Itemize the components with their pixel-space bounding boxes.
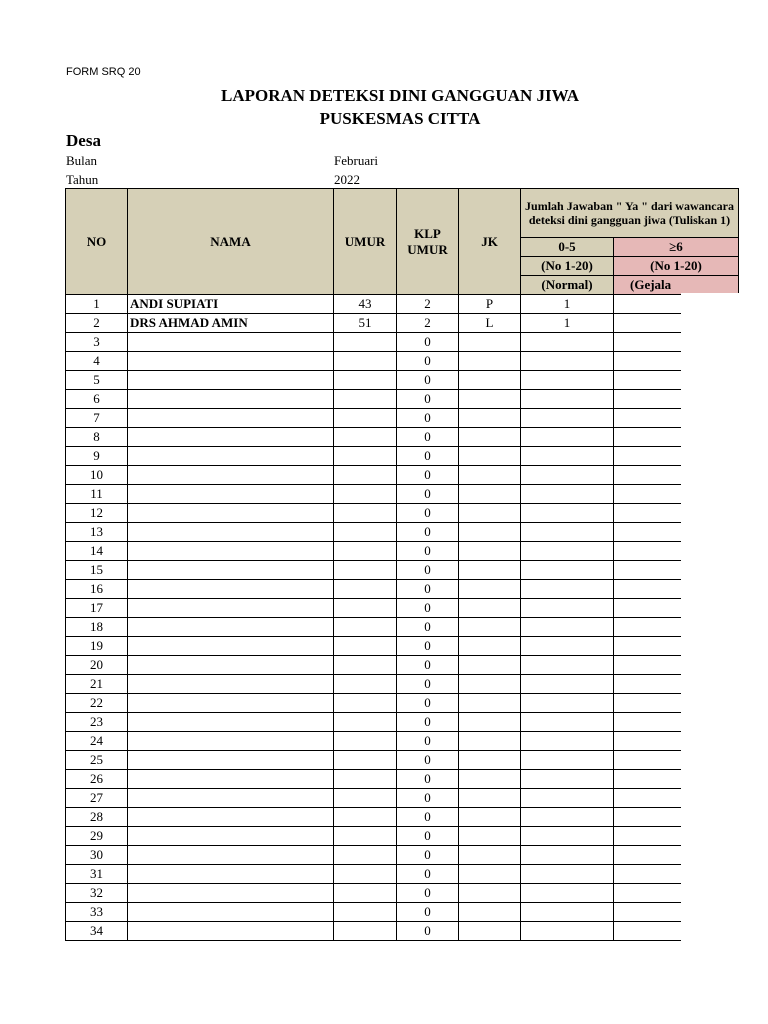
cell-no[interactable]: 34 (66, 922, 128, 941)
cell-umur[interactable] (334, 846, 397, 865)
table-row (66, 751, 739, 770)
cell-jk[interactable] (459, 827, 521, 846)
cell-umur[interactable] (334, 656, 397, 675)
cell-umur[interactable] (334, 485, 397, 504)
cell-jawaban-normal[interactable] (521, 675, 614, 694)
cell-no[interactable]: 11 (66, 485, 128, 504)
cell-no[interactable]: 29 (66, 827, 128, 846)
cell-jk[interactable] (459, 865, 521, 884)
cell-no[interactable]: 27 (66, 789, 128, 808)
tahun-value: 2022 (334, 172, 360, 187)
cell-no[interactable]: 16 (66, 580, 128, 599)
bulan-value: Februari (334, 153, 379, 168)
table-row (66, 485, 739, 504)
sheet-crop-overlay (681, 293, 768, 1024)
cell-jk[interactable] (459, 675, 521, 694)
cell-nama[interactable] (128, 618, 334, 637)
table-row (66, 466, 739, 485)
cell-nama[interactable] (128, 713, 334, 732)
cell-klp-umur[interactable]: 0 (397, 618, 459, 637)
header-klp-line2: UMUR (407, 241, 448, 257)
cell-umur[interactable] (334, 333, 397, 352)
cell-jk[interactable] (459, 618, 521, 637)
table-row (66, 884, 739, 903)
table-row (66, 865, 739, 884)
cell-nama[interactable] (128, 846, 334, 865)
header-col1-range-sub: (No 1-20) (521, 257, 614, 276)
cell-no[interactable]: 18 (66, 618, 128, 637)
table-row (66, 390, 739, 409)
header-umur: UMUR (334, 189, 397, 295)
cell-nama[interactable] (128, 561, 334, 580)
cell-nama[interactable] (128, 922, 334, 941)
cell-no[interactable]: 15 (66, 561, 128, 580)
table-row (66, 599, 739, 618)
cell-umur[interactable] (334, 561, 397, 580)
cell-no[interactable]: 3 (66, 333, 128, 352)
table-row (66, 789, 739, 808)
cell-jawaban-normal[interactable] (521, 371, 614, 390)
cell-no[interactable]: 6 (66, 390, 128, 409)
cell-nama[interactable] (128, 865, 334, 884)
cell-umur[interactable] (334, 751, 397, 770)
cell-umur[interactable] (334, 637, 397, 656)
cell-jk[interactable] (459, 922, 521, 941)
table-row (66, 333, 739, 352)
cell-no[interactable]: 13 (66, 523, 128, 542)
cell-jk[interactable] (459, 903, 521, 922)
table-header (66, 189, 739, 295)
cell-umur[interactable] (334, 390, 397, 409)
cell-klp-umur[interactable]: 0 (397, 485, 459, 504)
cell-umur[interactable] (334, 884, 397, 903)
table-row (66, 656, 739, 675)
header-col2-range: ≥6 (614, 238, 739, 257)
cell-jawaban-normal[interactable] (521, 884, 614, 903)
table-row (66, 561, 739, 580)
cell-nama[interactable] (128, 466, 334, 485)
cell-jawaban-normal[interactable] (521, 808, 614, 827)
cell-umur[interactable]: 51 (334, 314, 397, 333)
header-col1-range: 0-5 (521, 238, 614, 257)
cell-nama[interactable] (128, 637, 334, 656)
cell-jawaban-normal[interactable]: 1 (521, 295, 614, 314)
cell-nama[interactable] (128, 808, 334, 827)
cell-jk[interactable] (459, 789, 521, 808)
cell-jk[interactable] (459, 846, 521, 865)
cell-nama[interactable] (128, 770, 334, 789)
cell-jk[interactable] (459, 447, 521, 466)
cell-umur[interactable] (334, 903, 397, 922)
cell-jawaban-normal[interactable] (521, 409, 614, 428)
cell-nama[interactable] (128, 409, 334, 428)
bulan-label: Bulan (66, 153, 98, 168)
cell-jawaban-normal[interactable] (521, 333, 614, 352)
cell-umur[interactable] (334, 770, 397, 789)
cell-klp-umur[interactable]: 0 (397, 599, 459, 618)
cell-umur[interactable] (334, 922, 397, 941)
cell-klp-umur[interactable]: 0 (397, 903, 459, 922)
cell-jk[interactable] (459, 561, 521, 580)
cell-umur[interactable] (334, 618, 397, 637)
cell-klp-umur[interactable]: 0 (397, 865, 459, 884)
cell-umur[interactable] (334, 371, 397, 390)
table-row (66, 409, 739, 428)
cell-no[interactable]: 14 (66, 542, 128, 561)
cell-klp-umur[interactable]: 0 (397, 523, 459, 542)
cell-umur[interactable] (334, 580, 397, 599)
table-row (66, 504, 739, 523)
header-jk: JK (459, 189, 521, 295)
cell-klp-umur[interactable]: 0 (397, 884, 459, 903)
cell-jk[interactable] (459, 713, 521, 732)
form-code: FORM SRQ 20 (66, 66, 141, 78)
cell-no[interactable]: 28 (66, 808, 128, 827)
cell-jk[interactable] (459, 504, 521, 523)
report-subtitle: PUSKESMAS CITTA (319, 109, 481, 128)
cell-no[interactable]: 32 (66, 884, 128, 903)
cell-no[interactable]: 5 (66, 371, 128, 390)
cell-jk[interactable] (459, 808, 521, 827)
cell-no[interactable]: 19 (66, 637, 128, 656)
table-row (66, 447, 739, 466)
cell-jawaban-normal[interactable] (521, 428, 614, 447)
cell-jawaban-normal[interactable] (521, 789, 614, 808)
cell-nama[interactable] (128, 599, 334, 618)
cell-jk[interactable] (459, 409, 521, 428)
header-col1-status: (Normal) (521, 276, 614, 295)
cell-nama[interactable]: DRS AHMAD AMIN (128, 314, 334, 333)
cell-klp-umur[interactable]: 0 (397, 922, 459, 941)
cell-klp-umur[interactable]: 0 (397, 390, 459, 409)
header-klp-umur (397, 189, 459, 295)
cell-klp-umur[interactable]: 0 (397, 694, 459, 713)
cell-jk[interactable] (459, 542, 521, 561)
table-row (66, 922, 739, 941)
cell-umur[interactable] (334, 789, 397, 808)
cell-jawaban-normal[interactable] (521, 561, 614, 580)
table-row (66, 808, 739, 827)
cell-nama[interactable] (128, 903, 334, 922)
report-title: LAPORAN DETEKSI DINI GANGGUAN JIWA (221, 86, 579, 105)
cell-klp-umur[interactable]: 0 (397, 675, 459, 694)
cell-klp-umur[interactable]: 0 (397, 713, 459, 732)
cell-klp-umur[interactable]: 2 (397, 314, 459, 333)
cell-jk[interactable] (459, 523, 521, 542)
cell-jk[interactable] (459, 770, 521, 789)
cell-nama[interactable] (128, 827, 334, 846)
cell-jk[interactable]: P (459, 295, 521, 314)
header-nama: NAMA (128, 189, 334, 295)
table-row (66, 295, 739, 314)
cell-nama[interactable] (128, 732, 334, 751)
cell-klp-umur[interactable]: 0 (397, 846, 459, 865)
cell-jk[interactable] (459, 694, 521, 713)
cell-klp-umur[interactable]: 0 (397, 751, 459, 770)
cell-no[interactable]: 22 (66, 694, 128, 713)
cell-klp-umur[interactable]: 0 (397, 352, 459, 371)
header-col2-status: (Gejala (614, 276, 739, 295)
cell-umur[interactable] (334, 523, 397, 542)
cell-no[interactable]: 20 (66, 656, 128, 675)
table-row (66, 542, 739, 561)
table-row (66, 523, 739, 542)
table-row (66, 371, 739, 390)
table-row (66, 903, 739, 922)
cell-jk[interactable] (459, 599, 521, 618)
cell-no[interactable]: 31 (66, 865, 128, 884)
cell-jk[interactable] (459, 485, 521, 504)
table-row (66, 732, 739, 751)
cell-klp-umur[interactable]: 0 (397, 770, 459, 789)
cell-nama[interactable] (128, 542, 334, 561)
cell-jawaban-normal[interactable] (521, 903, 614, 922)
cell-no[interactable]: 33 (66, 903, 128, 922)
table-row (66, 846, 739, 865)
cell-umur[interactable] (334, 675, 397, 694)
cell-jawaban-normal[interactable] (521, 542, 614, 561)
table-row (66, 675, 739, 694)
cell-nama[interactable] (128, 333, 334, 352)
cell-nama[interactable] (128, 485, 334, 504)
cell-nama[interactable] (128, 789, 334, 808)
header-col2-range-sub: (No 1-20) (614, 257, 739, 276)
cell-no[interactable]: 24 (66, 732, 128, 751)
cell-jawaban-normal[interactable] (521, 694, 614, 713)
table-row (66, 428, 739, 447)
cell-jawaban-normal[interactable] (521, 580, 614, 599)
cell-klp-umur[interactable]: 2 (397, 295, 459, 314)
cell-no[interactable]: 12 (66, 504, 128, 523)
cell-klp-umur[interactable]: 0 (397, 371, 459, 390)
cell-jawaban-normal[interactable] (521, 751, 614, 770)
cell-umur[interactable]: 43 (334, 295, 397, 314)
cell-umur[interactable] (334, 504, 397, 523)
table-row (66, 827, 739, 846)
cell-klp-umur[interactable]: 0 (397, 732, 459, 751)
cell-klp-umur[interactable]: 0 (397, 561, 459, 580)
cell-jk[interactable] (459, 352, 521, 371)
cell-nama[interactable] (128, 504, 334, 523)
cell-nama[interactable] (128, 694, 334, 713)
table-body (66, 295, 739, 941)
cell-jawaban-normal[interactable] (521, 732, 614, 751)
cell-jk[interactable] (459, 732, 521, 751)
table-row (66, 314, 739, 333)
cell-nama[interactable] (128, 371, 334, 390)
cell-nama[interactable] (128, 352, 334, 371)
cell-nama[interactable] (128, 751, 334, 770)
cell-jawaban-normal[interactable]: 1 (521, 314, 614, 333)
desa-label: Desa (66, 131, 101, 150)
cell-nama[interactable] (128, 675, 334, 694)
cell-jawaban-normal[interactable] (521, 865, 614, 884)
cell-jk[interactable] (459, 333, 521, 352)
table-row (66, 694, 739, 713)
cell-nama[interactable] (128, 884, 334, 903)
table-row (66, 352, 739, 371)
cell-klp-umur[interactable]: 0 (397, 808, 459, 827)
cell-umur[interactable] (334, 694, 397, 713)
cell-jk[interactable] (459, 656, 521, 675)
cell-jawaban-normal[interactable] (521, 352, 614, 371)
header-no: NO (66, 189, 128, 295)
cell-no[interactable]: 10 (66, 466, 128, 485)
table-row (66, 770, 739, 789)
cell-klp-umur[interactable]: 0 (397, 637, 459, 656)
cell-no[interactable]: 8 (66, 428, 128, 447)
tahun-label: Tahun (66, 172, 99, 187)
cell-no[interactable]: 21 (66, 675, 128, 694)
cell-no[interactable]: 1 (66, 295, 128, 314)
table-row (66, 713, 739, 732)
cell-klp-umur[interactable]: 0 (397, 409, 459, 428)
cell-jk[interactable] (459, 751, 521, 770)
cell-jawaban-normal[interactable] (521, 637, 614, 656)
cell-umur[interactable] (334, 732, 397, 751)
cell-umur[interactable] (334, 352, 397, 371)
cell-jawaban-normal[interactable] (521, 447, 614, 466)
cell-klp-umur[interactable]: 0 (397, 333, 459, 352)
report-table (65, 188, 739, 941)
cell-no[interactable]: 9 (66, 447, 128, 466)
cell-umur[interactable] (334, 466, 397, 485)
cell-umur[interactable] (334, 542, 397, 561)
cell-no[interactable]: 25 (66, 751, 128, 770)
cell-nama[interactable] (128, 390, 334, 409)
cell-jk[interactable]: L (459, 314, 521, 333)
table-row (66, 618, 739, 637)
cell-jawaban-normal[interactable] (521, 466, 614, 485)
cell-jk[interactable] (459, 390, 521, 409)
cell-jk[interactable] (459, 466, 521, 485)
cell-nama[interactable] (128, 428, 334, 447)
cell-jawaban-normal[interactable] (521, 485, 614, 504)
cell-no[interactable]: 7 (66, 409, 128, 428)
table-row (66, 580, 739, 599)
cell-jawaban-normal[interactable] (521, 846, 614, 865)
cell-klp-umur[interactable]: 0 (397, 580, 459, 599)
cell-jk[interactable] (459, 371, 521, 390)
cell-klp-umur[interactable]: 0 (397, 542, 459, 561)
cell-no[interactable]: 2 (66, 314, 128, 333)
cell-jawaban-normal[interactable] (521, 504, 614, 523)
cell-klp-umur[interactable]: 0 (397, 827, 459, 846)
cell-no[interactable]: 23 (66, 713, 128, 732)
cell-nama[interactable] (128, 580, 334, 599)
cell-nama[interactable] (128, 656, 334, 675)
cell-umur[interactable] (334, 827, 397, 846)
cell-umur[interactable] (334, 409, 397, 428)
cell-klp-umur[interactable]: 0 (397, 789, 459, 808)
header-jawaban-group: Jumlah Jawaban " Ya " dari wawancara deteksi dini gangguan jiwa (Tuliskan 1) (521, 189, 739, 238)
cell-klp-umur[interactable]: 0 (397, 447, 459, 466)
cell-jawaban-normal[interactable] (521, 618, 614, 637)
cell-umur[interactable] (334, 808, 397, 827)
cell-jk[interactable] (459, 884, 521, 903)
cell-jawaban-normal[interactable] (521, 827, 614, 846)
cell-jk[interactable] (459, 580, 521, 599)
cell-klp-umur[interactable]: 0 (397, 656, 459, 675)
cell-jawaban-normal[interactable] (521, 599, 614, 618)
cell-nama[interactable]: ANDI SUPIATI (128, 295, 334, 314)
table-row (66, 637, 739, 656)
cell-jawaban-normal[interactable] (521, 656, 614, 675)
cell-jawaban-normal[interactable] (521, 523, 614, 542)
cell-umur[interactable] (334, 713, 397, 732)
cell-jawaban-normal[interactable] (521, 390, 614, 409)
cell-umur[interactable] (334, 447, 397, 466)
cell-jk[interactable] (459, 637, 521, 656)
cell-no[interactable]: 30 (66, 846, 128, 865)
cell-umur[interactable] (334, 428, 397, 447)
cell-klp-umur[interactable]: 0 (397, 504, 459, 523)
cell-nama[interactable] (128, 523, 334, 542)
cell-jawaban-normal[interactable] (521, 713, 614, 732)
cell-jk[interactable] (459, 428, 521, 447)
cell-klp-umur[interactable]: 0 (397, 466, 459, 485)
cell-no[interactable]: 17 (66, 599, 128, 618)
cell-jawaban-normal[interactable] (521, 770, 614, 789)
cell-klp-umur[interactable]: 0 (397, 428, 459, 447)
cell-jawaban-normal[interactable] (521, 922, 614, 941)
cell-umur[interactable] (334, 865, 397, 884)
cell-no[interactable]: 4 (66, 352, 128, 371)
cell-umur[interactable] (334, 599, 397, 618)
cell-no[interactable]: 26 (66, 770, 128, 789)
cell-nama[interactable] (128, 447, 334, 466)
header-klp-line1: KLP (414, 225, 441, 241)
